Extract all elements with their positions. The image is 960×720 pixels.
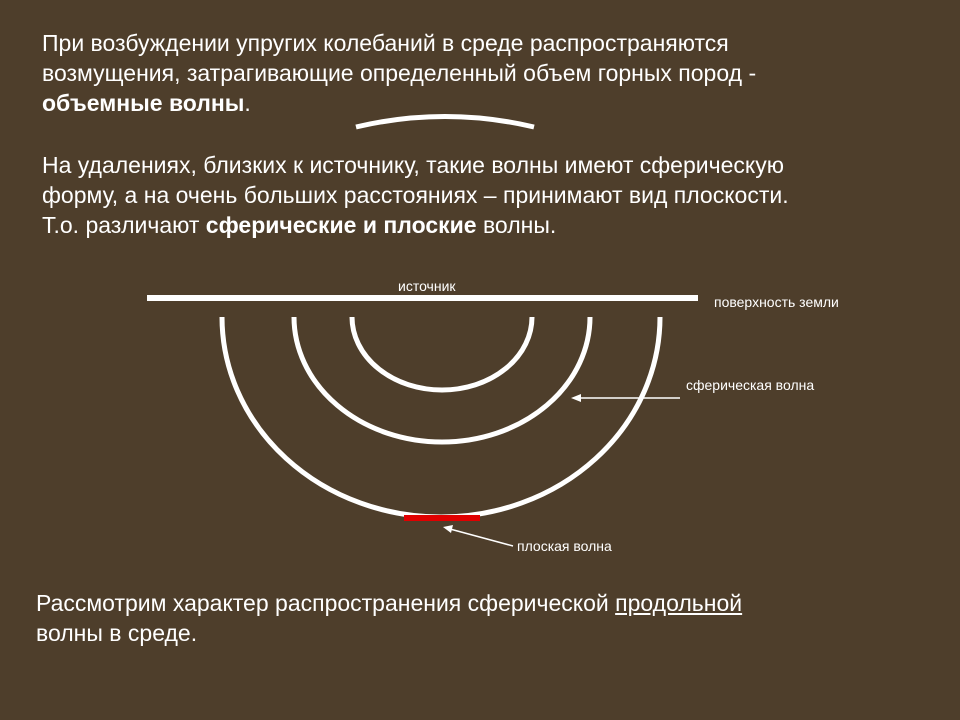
conclusion-start: Рассмотрим характер распространения сферической	[36, 590, 616, 616]
intro-line-2: возмущения, затрагивающие определенный объем горных пород -	[42, 60, 757, 86]
conclusion-end: волны в среде.	[36, 620, 198, 646]
spherical-pointer-arrowhead	[571, 394, 581, 402]
shape-term: сферические и плоские	[205, 212, 477, 238]
plane-wave-label: плоская волна	[517, 538, 612, 554]
plane-pointer-arrowhead	[443, 525, 453, 533]
spherical-wave-label: сферическая волна	[686, 377, 815, 393]
conclusion-term: продольной	[615, 590, 743, 616]
shape-line-3-start: Т.о. различают	[42, 212, 206, 238]
decorative-arc	[356, 117, 534, 128]
source-label: источник	[398, 278, 456, 294]
wavefront-outer	[222, 317, 660, 517]
intro-term: объемные волны	[42, 90, 245, 116]
wavefront-inner	[352, 317, 532, 390]
shape-line-1: На удалениях, близких к источнику, такие волны имеют сферическую	[42, 152, 784, 178]
wavefront-middle	[294, 317, 590, 442]
surface-label: поверхность земли	[714, 294, 839, 310]
intro-line-1: При возбуждении упругих колебаний в среде распространяются	[42, 30, 729, 56]
shape-line-2: форму, а на очень больших расстояниях – принимают вид плоскости.	[42, 182, 789, 208]
plane-pointer-line	[450, 529, 513, 546]
conclusion-paragraph	[36, 588, 916, 648]
intro-end: .	[244, 90, 251, 116]
shape-line-3-end: волны.	[476, 212, 557, 238]
